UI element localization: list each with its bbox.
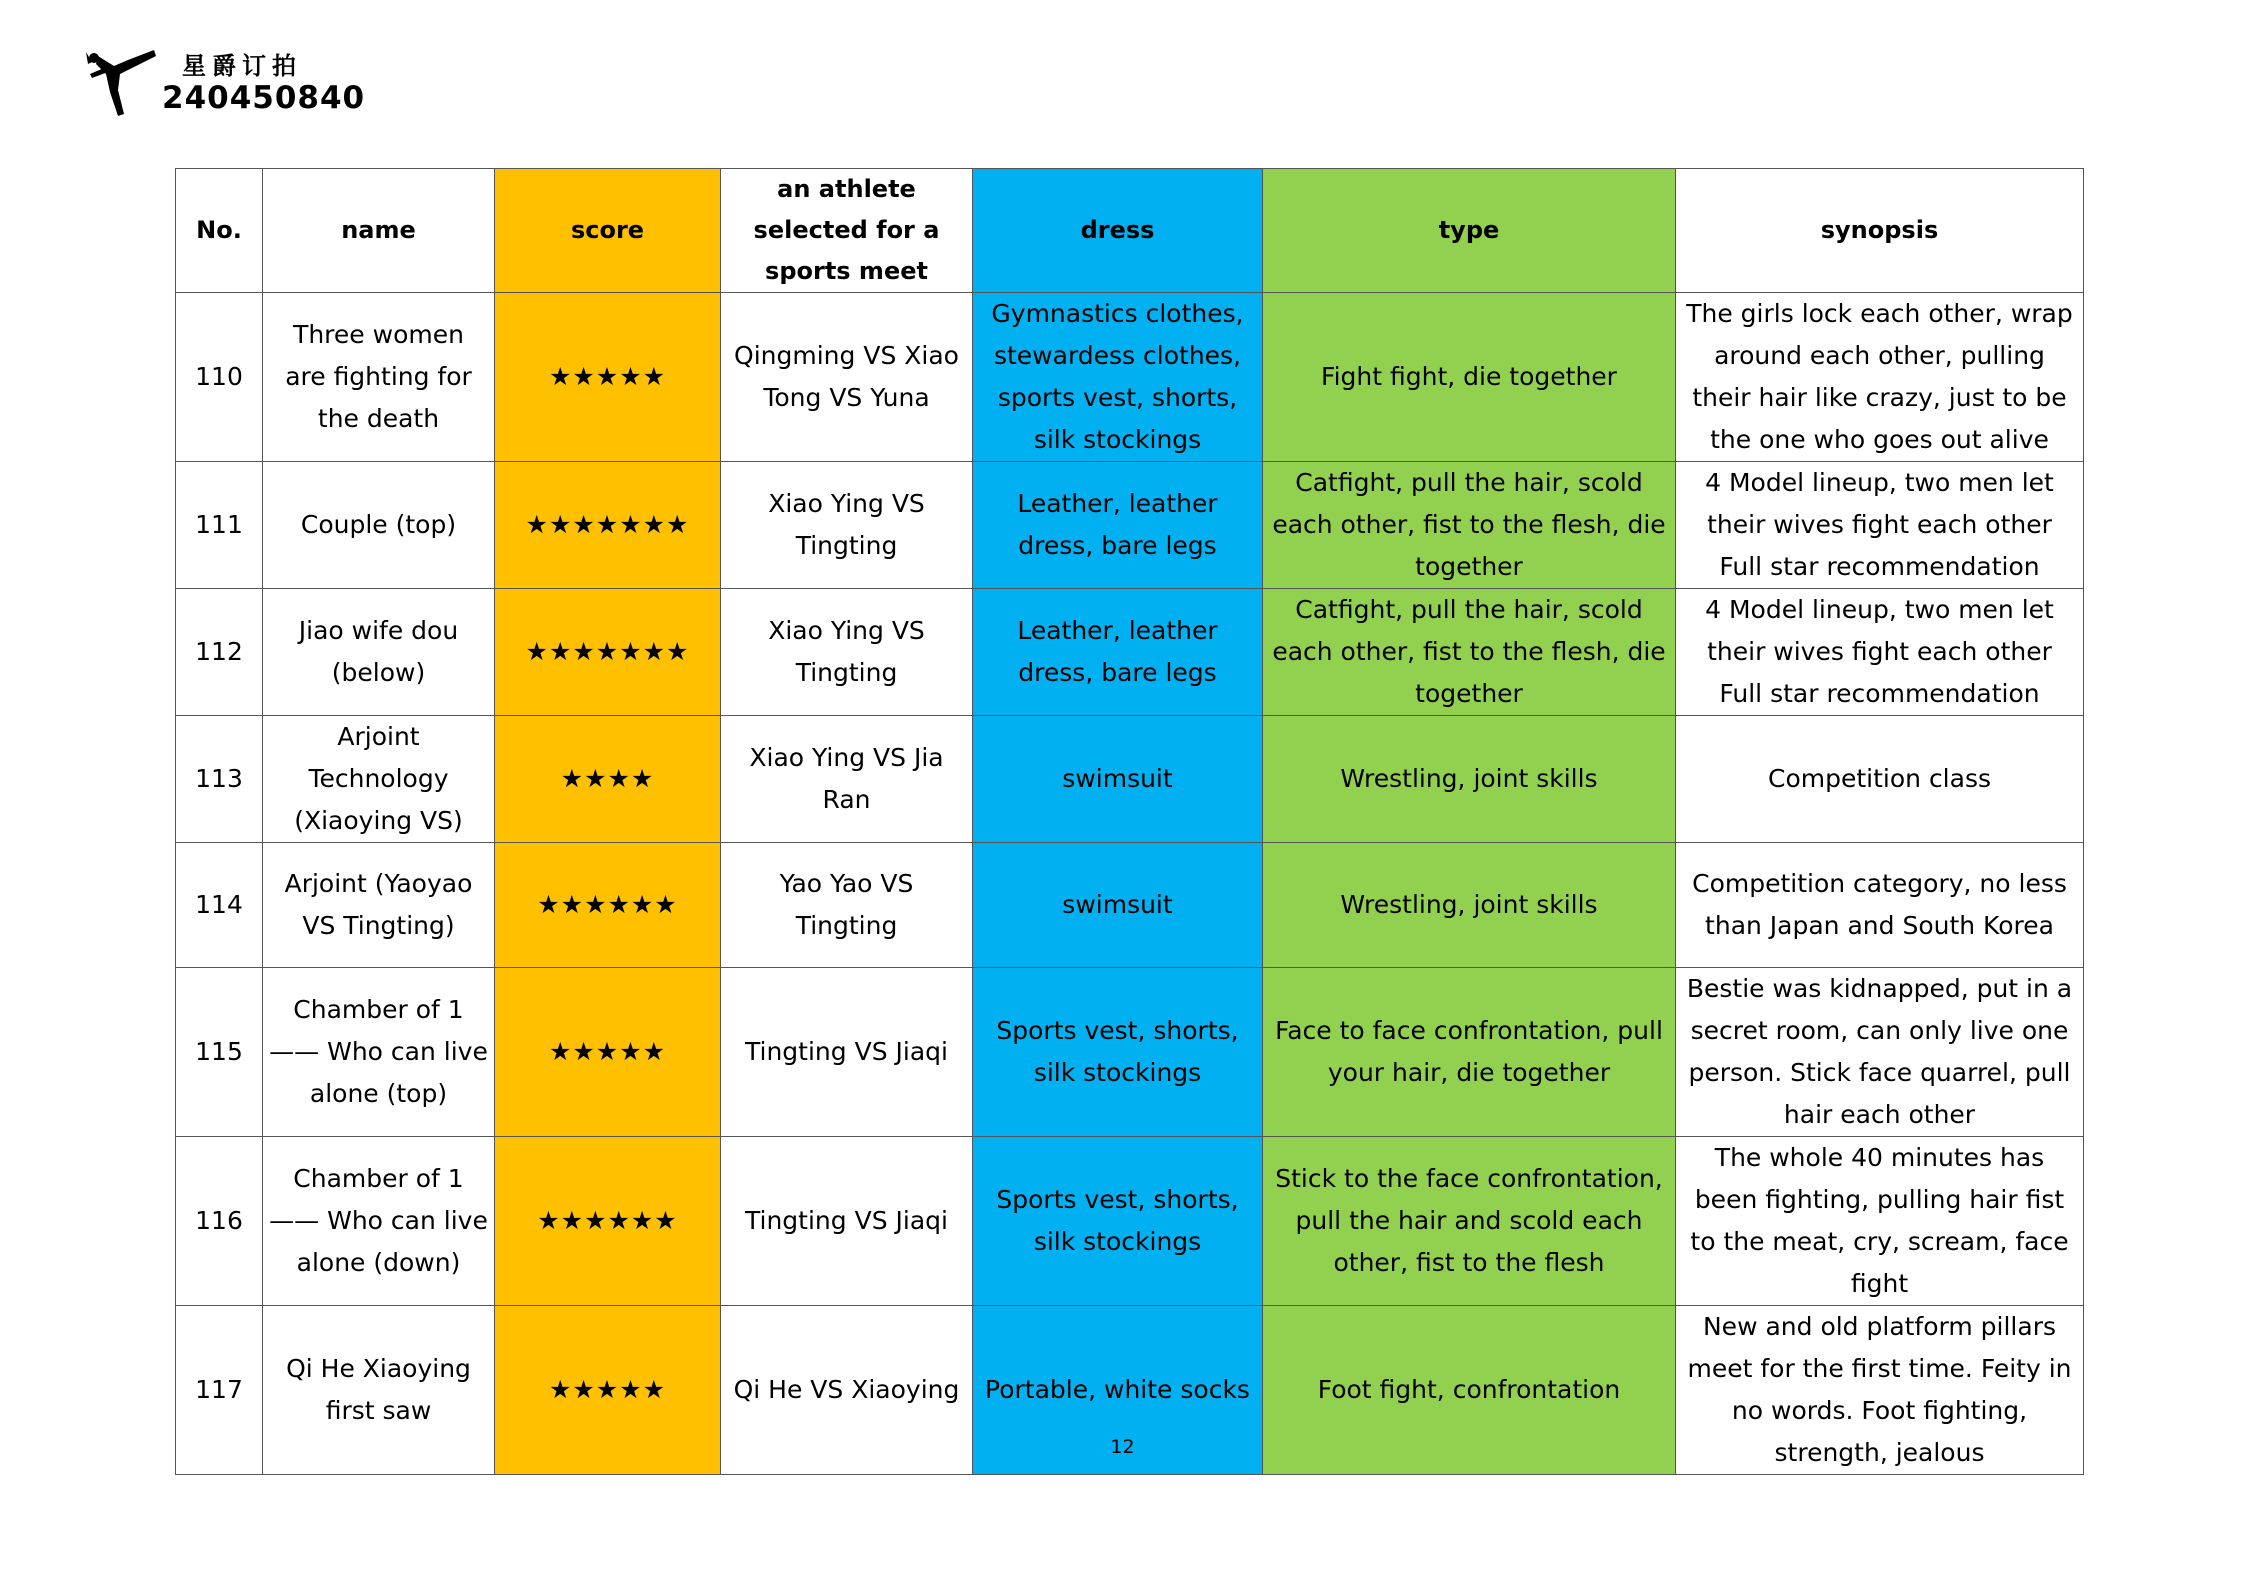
table-row [176, 462, 2084, 589]
brand-chinese-text: 星爵订拍 [182, 51, 302, 80]
cell-athlete: Xiao Ying VS Tingting [721, 589, 973, 716]
cell-type: Stick to the face confrontation, pull the hair and scold each other, fist to the flesh [1263, 1137, 1676, 1306]
cell-dress: Leather, leather dress, bare legs [973, 462, 1263, 589]
cell-athlete: Xiao Ying VS Jia Ran [721, 716, 973, 843]
cell-athlete: Xiao Ying VS Tingting [721, 462, 973, 589]
cell-dress: swimsuit [973, 716, 1263, 843]
cell-no: 116 [176, 1137, 263, 1306]
kick-fighter-icon [84, 44, 164, 124]
cell-synopsis: The whole 40 minutes has been fighting, pulling hair fist to the meat, cry, scream, face fight [1676, 1137, 2084, 1306]
cell-score-stars: ★★★★★ [495, 1306, 721, 1475]
cell-name: Qi He Xiaoying first saw [263, 1306, 495, 1475]
header-athlete: an athlete selected for a sports meet [721, 169, 973, 293]
cell-score-stars: ★★★★★★ [495, 1137, 721, 1306]
video-catalog-table [175, 168, 2084, 1475]
cell-athlete: Yao Yao VS Tingting [721, 843, 973, 968]
cell-athlete: Tingting VS Jiaqi [721, 1137, 973, 1306]
table-row [176, 589, 2084, 716]
cell-athlete: Qingming VS Xiao Tong VS Yuna [721, 293, 973, 462]
cell-name: Arjoint (Yaoyao VS Tingting) [263, 843, 495, 968]
cell-type: Wrestling, joint skills [1263, 716, 1676, 843]
cell-dress: swimsuit [973, 843, 1263, 968]
cell-name: Arjoint Technology (Xiaoying VS) [263, 716, 495, 843]
cell-score-stars: ★★★★ [495, 716, 721, 843]
table-row [176, 1137, 2084, 1306]
table-row [176, 968, 2084, 1137]
cell-athlete: Qi He VS Xiaoying [721, 1306, 973, 1475]
cell-name: Three women are fighting for the death [263, 293, 495, 462]
header-type: type [1263, 169, 1676, 293]
page-number: 12 [1110, 1436, 1135, 1458]
cell-name: Chamber of 1 —— Who can live alone (top) [263, 968, 495, 1137]
cell-score-stars: ★★★★★★★ [495, 462, 721, 589]
header-name: name [263, 169, 495, 293]
cell-name: Jiao wife dou (below) [263, 589, 495, 716]
cell-type: Wrestling, joint skills [1263, 843, 1676, 968]
cell-name: Couple (top) [263, 462, 495, 589]
cell-name: Chamber of 1 —— Who can live alone (down) [263, 1137, 495, 1306]
cell-synopsis: Bestie was kidnapped, put in a secret room, can only live one person. Stick face quarrel, pull hair each other [1676, 968, 2084, 1137]
cell-no: 111 [176, 462, 263, 589]
cell-synopsis: Competition category, no less than Japan and South Korea [1676, 843, 2084, 968]
cell-dress: Leather, leather dress, bare legs [973, 589, 1263, 716]
cell-score-stars: ★★★★★ [495, 968, 721, 1137]
cell-dress: Portable, white socks [973, 1306, 1263, 1475]
table-header-row [176, 169, 2084, 293]
header-score: score [495, 169, 721, 293]
cell-dress: Gymnastics clothes, stewardess clothes, sports vest, shorts, silk stockings [973, 293, 1263, 462]
cell-score-stars: ★★★★★★ [495, 843, 721, 968]
cell-synopsis: 4 Model lineup, two men let their wives fight each other Full star recommendation [1676, 462, 2084, 589]
cell-no: 113 [176, 716, 263, 843]
cell-dress: Sports vest, shorts, silk stockings [973, 968, 1263, 1137]
cell-synopsis: New and old platform pillars meet for the first time. Feity in no words. Foot fighting, strength, jealous [1676, 1306, 2084, 1475]
cell-type: Catfight, pull the hair, scold each other, fist to the flesh, die together [1263, 589, 1676, 716]
cell-type: Foot fight, confrontation [1263, 1306, 1676, 1475]
cell-no: 117 [176, 1306, 263, 1475]
table-row [176, 843, 2084, 968]
cell-type: Catfight, pull the hair, scold each other, fist to the flesh, die together [1263, 462, 1676, 589]
cell-score-stars: ★★★★★ [495, 293, 721, 462]
cell-no: 115 [176, 968, 263, 1137]
brand-logo [84, 44, 384, 124]
cell-score-stars: ★★★★★★★ [495, 589, 721, 716]
cell-synopsis: The girls lock each other, wrap around each other, pulling their hair like crazy, just to be the one who goes out alive [1676, 293, 2084, 462]
cell-synopsis: Competition class [1676, 716, 2084, 843]
cell-dress: Sports vest, shorts, silk stockings [973, 1137, 1263, 1306]
cell-type: Face to face confrontation, pull your hair, die together [1263, 968, 1676, 1137]
header-dress: dress [973, 169, 1263, 293]
table-row [176, 293, 2084, 462]
cell-no: 114 [176, 843, 263, 968]
brand-number: 240450840 [162, 80, 366, 116]
cell-type: Fight fight, die together [1263, 293, 1676, 462]
table-row [176, 716, 2084, 843]
header-no: No. [176, 169, 263, 293]
header-synopsis: synopsis [1676, 169, 2084, 293]
cell-no: 110 [176, 293, 263, 462]
cell-no: 112 [176, 589, 263, 716]
cell-athlete: Tingting VS Jiaqi [721, 968, 973, 1137]
cell-synopsis: 4 Model lineup, two men let their wives fight each other Full star recommendation [1676, 589, 2084, 716]
